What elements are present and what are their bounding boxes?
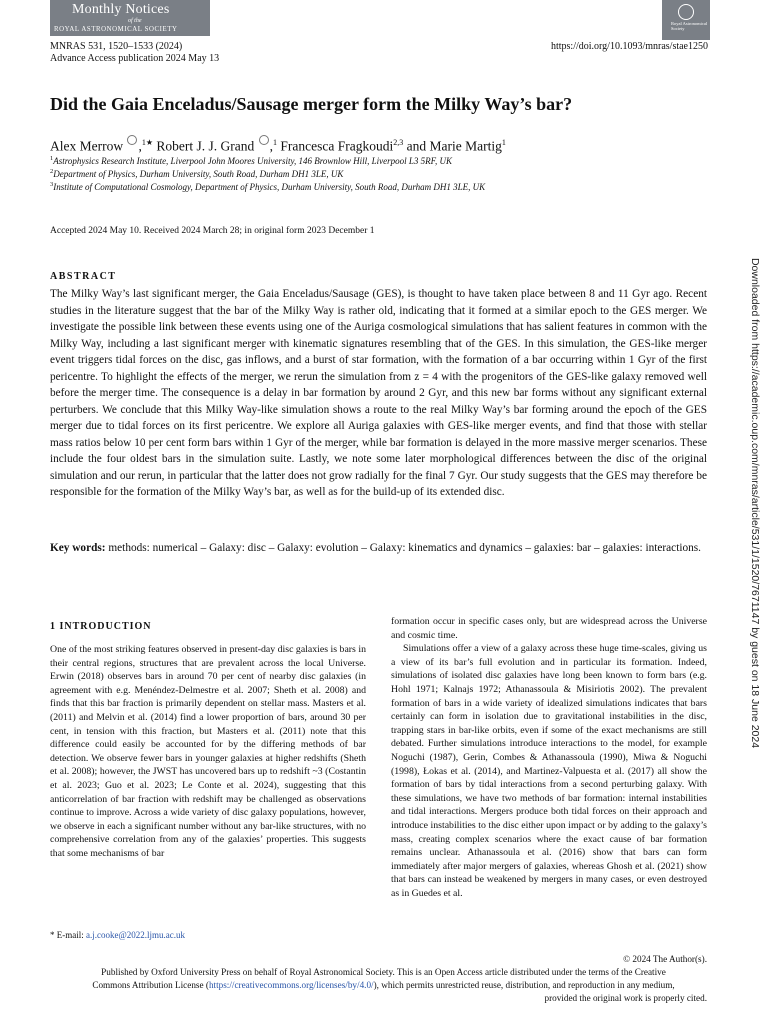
download-note [735,257,765,762]
logo-text: Royal Astronomical Society [671,21,708,31]
license-line: Commons Attribution License (https://creativecommons.org/licenses/by/4.0/), which permits unrestricted reuse, distribution, and reproduction in any medium, [92,980,675,990]
body-paragraph: One of the most striking features observed in present-day disc galaxies is bars in their central regions, structures that are prevalent across the local Universe. Erwin (2018) observes bars in around 70 per cent of nearby disc galaxies (in agreement with e.g. Menéndez-Delmestre et al. 2007; Sheth et al. 2008) and finds that this bar fraction is primarily dependent on stellar mass. Masters et al. (2011) and Melvin et al. (2014) find a lower proportion of bars, around 30 per cent, in tension with this fraction, but Masters et al. (2011) note that this difference could easily be accounted for by the differing methods of bar detection. We observe fewer bars in younger galaxies at higher redshifts (Sheth et al. 2008); however, the JWST has uncovered bars up to redshift ~3 (Costantin et al. 2023; Guo et al. 2023; Le Conte et al. 2024), suggesting that this anticorrelation of bar fraction with redshift may be challenged as observations continue to improve. Across a wide variety of disc galaxy populations, however, we observe in each a significant number without any bar-like structures, with no comprehensive correlation from any of the galaxies’ properties. This suggests that some mechanisms of bar [50,644,366,859]
email-link[interactable]: a.j.cooke@2022.ljmu.ac.uk [86,930,186,940]
column-left [50,643,366,861]
body-paragraph: formation occur in specific cases only, but are widespread across the Universe and cosmic time. [391,616,707,641]
author-list: Alex Merrow ,$^{1★}$ Robert J. J. Grand ,$^1$ Francesca Fragkoudi$^{2,3}$ and Marie Martig$^1$ [50,135,506,155]
paper-title: Did the Gaia Enceladus/Sausage merger form the Milky Way’s bar? [50,94,573,114]
orcid-icon[interactable] [259,135,269,145]
copyright: © 2024 The Author(s). [623,954,707,964]
journal-masthead [50,0,210,36]
orcid-icon[interactable] [127,135,137,145]
column-right [391,615,707,900]
ras-logo [662,0,710,40]
doi-link[interactable]: https://doi.org/10.1093/mnras/stae1250 [550,41,708,52]
advance-access: Advance Access publication 2024 May 13 [50,53,220,64]
license-link[interactable]: https://creativecommons.org/licenses/by/4.0/ [208,980,374,990]
keywords-label: Key words: [50,542,106,554]
download-text: Downloaded from https://academic.oup.com/mnras/article/531/1/1520/7671147 by guest on 18 June 2024 [749,257,761,749]
keywords [50,540,707,557]
license-line: Published by Oxford University Press on behalf of Royal Astronomical Society. This is an Open Access article distributed under the terms of the Creative [101,967,666,977]
license-footer [60,953,707,1005]
affiliation: $^1$Astrophysics Research Institute, Liverpool John Moores University, 146 Brownlow Hill, Liverpool L3 5RF, UK [50,155,452,166]
citation: MNRAS 531, 1520–1533 (2024) [50,41,183,52]
author-name[interactable]: Robert J. J. Grand [156,138,255,154]
abstract-heading: ABSTRACT [50,271,117,282]
corresponding-email [50,930,185,940]
author-name[interactable]: Alex Merrow [50,138,124,154]
license-line: provided the original work is properly cited. [544,993,707,1003]
ras-emblem-icon [678,4,694,20]
masthead-title: Monthly Notices [72,2,170,17]
author-name[interactable]: Marie Martig [429,138,502,154]
author-sup: 2,3 [393,138,404,147]
author-and: and [406,138,427,154]
author-sup: 1 [273,138,278,147]
masthead-of: of the [128,18,142,24]
affiliation: $^2$Department of Physics, Durham University, South Road, Durham DH1 3LE, UK [50,168,344,179]
accepted-dates: Accepted 2024 May 10. Received 2024 March 28; in original form 2023 December 1 [50,226,375,236]
abstract-text: The Milky Way’s last significant merger, the Gaia Enceladus/Sausage (GES), is thought to have taken place between 8 and 11 Gyr ago. Recent studies in the literature suggest that the bar of the Milky Way is rather old, indicating that it formed at a similar epoch to the GES merger. We investigate the possible link between these events using one of the Auriga cosmological simulations that has salient features in common with the Milky Way, including a last significant merger with kinematic signatures resembling that of the GES. In this simulation, the GES-like merger event triggers tidal forces on the disc, gas inflows, and a burst of star formation, with the formation of a bar occurring within 1 Gyr of the first pericentre. To highlight the effects of the merger, we rerun the simulation from z = 4 with the progenitors of the GES-like galaxy removed well before the merger time. The consequence is a delay in bar formation by around 2 Gyr, and this new bar forms without any significant external perturbers. We conclude that this Milky Way-like simulation shows a route to the real Milky Way’s bar forming around the epoch of the GES merger due to tidal forces on its first pericentre. We explore all Auriga galaxies with GES-like merger events, and find that those with stellar mass ratios below 10 per cent form bars within 1 Gyr of the merger, while bar formation is delayed in the more massive merger scenarios. These include the four oldest bars in the simulation suite. Lastly, we note some later morphological differences between the disc of the original simulation and our rerun, in particular that the latter does not grow radially for the final 7 Gyr. Our study suggests that the GES may therefore be responsible for the formation of the Milky Way’s bar, as well as for the build-up of its extended disc. [50,288,707,498]
author-name[interactable]: Francesca Fragkoudi [280,138,394,154]
masthead-society: ROYAL ASTRONOMICAL SOCIETY [54,26,178,33]
body-paragraph: Simulations offer a view of a galaxy across these huge time-scales, giving us a view of its bar’s full evolution and in particular its formation. Indeed, simulations of isolated disc galaxies have long been known to form bars (e.g. Hohl 1971; Kalnajs 1972; Athanassoula & Misiriotis 2002). The prevalent formation of bars in a wide variety of idealized simulations indicates that bars certainly can form in isolation due to gravitational instabilities in the disc, trapping stars in bar-like orbits, even if some of the exact mechanisms are still debated. Further simulations introduce interactions to the model, for example Noguchi (1987), Gerin, Combes & Athanassoula (1990), Miwa & Noguchi (1998), Łokas et al. (2014), and Martinez-Valpuesta et al. (2017) all show the formation of bars by tidal interactions from a second perturbing galaxy. With these simulations, we have two methods of bar formation: internal instabilities and tidal interactions. Mergers produce both tidal forces on their approach and introduce instabilities to the disc either upon impact or by adding to the galaxy’s mass, creating complex scenarios where the exact cause of bar formation remains unclear. Athanassoula et al. (2016) show that bars can form immediately after major mergers of galaxies, whereas Ghosh et al. (2021) show that bars can instead be weakened by mergers in many cases, or even destroyed as in Guedes et al. [391,643,707,899]
section-heading: 1 INTRODUCTION [50,621,152,632]
author-sup: 1 [501,138,506,147]
affiliation: $^3$Institute of Computational Cosmology, Department of Physics, Durham University, South Road, Durham DH1 3LE, UK [50,181,486,192]
author-sup: 1★ [141,138,154,147]
email-label: * E-mail: [50,930,84,940]
keywords-text: methods: numerical – Galaxy: disc – Galaxy: evolution – Galaxy: kinematics and dynamics – galaxies: bar – galaxies: interactions. [108,542,701,554]
